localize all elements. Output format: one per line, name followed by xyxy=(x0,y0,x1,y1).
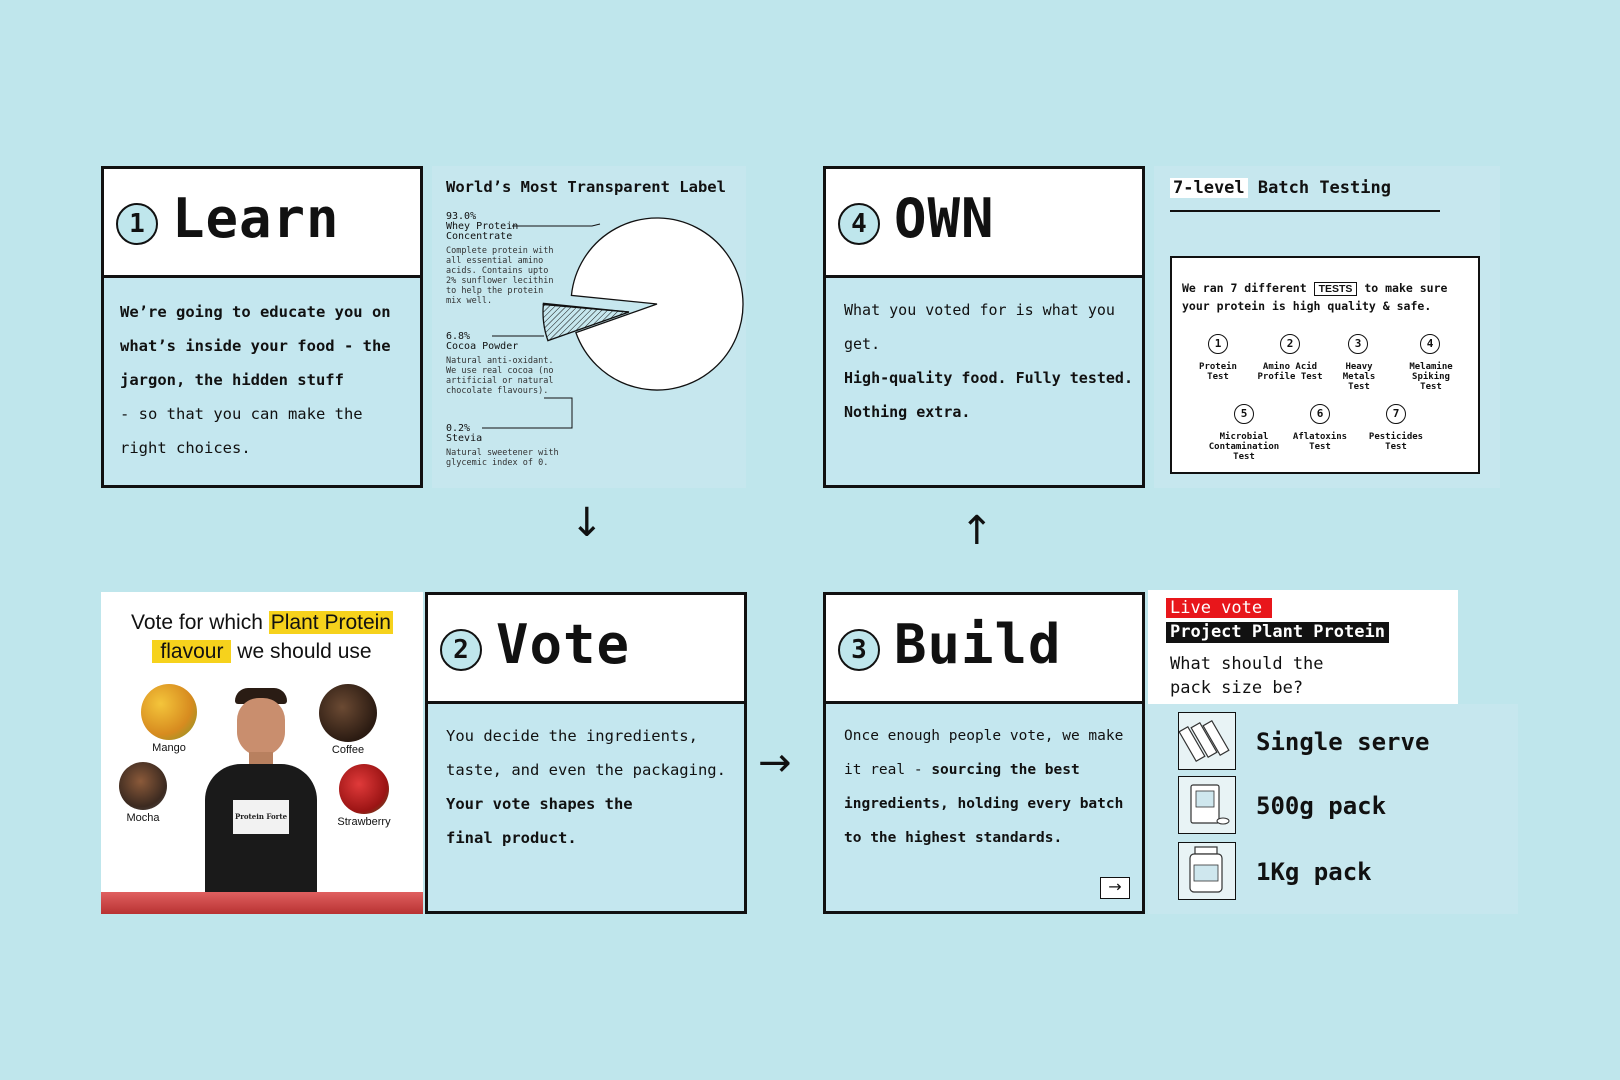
batch-title-rule xyxy=(1170,210,1440,212)
tub-icon xyxy=(1178,842,1236,900)
poll-options xyxy=(1148,704,1518,914)
live-vote-badge: Live vote xyxy=(1166,598,1272,618)
sachet-icon xyxy=(1178,712,1236,770)
arrow-up-icon: ↑ xyxy=(960,508,994,554)
own-description: What you voted for is what you get. High-quality food. Fully tested. Nothing extra. xyxy=(844,301,1133,421)
build-card-header xyxy=(826,595,1142,704)
test-number: 6 xyxy=(1310,404,1330,424)
vote-headline: Vote for which Plant Protein flavour we should use xyxy=(131,611,391,663)
strawberry-icon xyxy=(339,764,389,814)
step-title: Learn xyxy=(172,187,340,250)
test-label: Heavy Metals Test xyxy=(1342,362,1376,392)
mocha-icon xyxy=(119,762,167,810)
step-number: 4 xyxy=(838,203,880,245)
test-number: 1 xyxy=(1208,334,1228,354)
poll-question: What should the pack size be? xyxy=(1170,654,1324,698)
test-number: 4 xyxy=(1420,334,1440,354)
step-number: 1 xyxy=(116,203,158,245)
build-description: Once enough people vote, we make it real - sourcing the best ingredients, holding every batch to the highest standards. xyxy=(844,728,1124,846)
poll-option-1kg[interactable] xyxy=(1178,842,1498,902)
test-label: Protein Test xyxy=(1199,362,1237,382)
step-title: Vote xyxy=(496,613,631,676)
test-label: Pesticides Test xyxy=(1368,432,1424,452)
learn-card-header xyxy=(104,169,420,278)
poll-option-500g[interactable] xyxy=(1178,776,1498,836)
batch-intro: We ran 7 different TESTS to make sure your protein is high quality & safe. xyxy=(1182,281,1448,313)
test-label: Melamine Spiking Test xyxy=(1409,362,1453,392)
vote-card xyxy=(425,592,747,914)
flavour-label: Mocha xyxy=(126,812,160,824)
vote-flavour-image xyxy=(101,592,423,914)
label-panel-title: World’s Most Transparent Label xyxy=(446,178,726,196)
leader-line-whey xyxy=(512,224,600,226)
step-title: Build xyxy=(894,613,1062,676)
flavour-label: Mango xyxy=(152,742,186,754)
mango-icon xyxy=(141,684,197,740)
batch-title: 7-level Batch Testing xyxy=(1170,178,1391,198)
step-number: 3 xyxy=(838,629,880,671)
transparent-label-panel xyxy=(432,166,746,488)
arrow-right-icon: → xyxy=(758,740,792,786)
label-item-cocoa: 6.8% Cocoa Powder Natural anti-oxidant. We use real cocoa (no artificial or natural chocolate flavours). xyxy=(446,331,554,396)
flavour-label: Coffee xyxy=(331,744,365,756)
poll-option-single-serve[interactable] xyxy=(1178,712,1498,772)
test-number: 5 xyxy=(1234,404,1254,424)
test-label: Amino Acid Profile Test xyxy=(1257,362,1323,382)
poll-option-label: 500g pack xyxy=(1256,792,1387,820)
batch-test-box xyxy=(1170,256,1480,474)
test-number: 7 xyxy=(1386,404,1406,424)
poll-option-label: Single serve xyxy=(1256,728,1430,756)
own-card-header xyxy=(826,169,1142,278)
shirt-text: Protein Forte xyxy=(234,812,288,821)
table-edge xyxy=(101,892,423,914)
pouch-icon xyxy=(1178,776,1236,834)
project-title: Project Plant Protein xyxy=(1166,622,1389,643)
build-card xyxy=(823,592,1145,914)
ingredient-pie-chart xyxy=(432,166,746,488)
poll-option-label: 1Kg pack xyxy=(1256,858,1372,886)
test-label: Aflatoxins Test xyxy=(1292,432,1348,452)
live-vote-panel xyxy=(1148,590,1458,704)
step-title: OWN xyxy=(894,187,995,250)
label-item-stevia: 0.2% Stevia Natural sweetener with glycemic index of 0. xyxy=(446,423,559,468)
vote-card-header xyxy=(428,595,744,704)
test-number: 3 xyxy=(1348,334,1368,354)
vote-description: You decide the ingredients, taste, and even the packaging. Your vote shapes the final product. xyxy=(446,727,726,847)
flavour-label: Strawberry xyxy=(337,816,391,828)
leader-line-stevia xyxy=(482,398,572,428)
test-number: 2 xyxy=(1280,334,1300,354)
arrow-down-icon: ↓ xyxy=(570,500,604,546)
next-arrow-button[interactable]: → xyxy=(1100,877,1130,899)
batch-testing-panel xyxy=(1154,166,1500,488)
learn-description: We’re going to educate you on what’s inside your food - the jargon, the hidden stuff - so that you can make the right choices. xyxy=(120,303,391,457)
learn-card xyxy=(101,166,423,488)
own-card xyxy=(823,166,1145,488)
presenter-avatar xyxy=(205,688,317,914)
step-number: 2 xyxy=(440,629,482,671)
pie-slice-whey xyxy=(571,218,743,390)
test-label: Microbial Contamination Test xyxy=(1208,432,1280,462)
label-item-whey: 93.0% Whey Protein Concentrate Complete protein with all essential amino acids. Contains upto 2% sunflower lecithin to help the protein mix well. xyxy=(446,211,554,306)
coffee-icon xyxy=(319,684,377,742)
